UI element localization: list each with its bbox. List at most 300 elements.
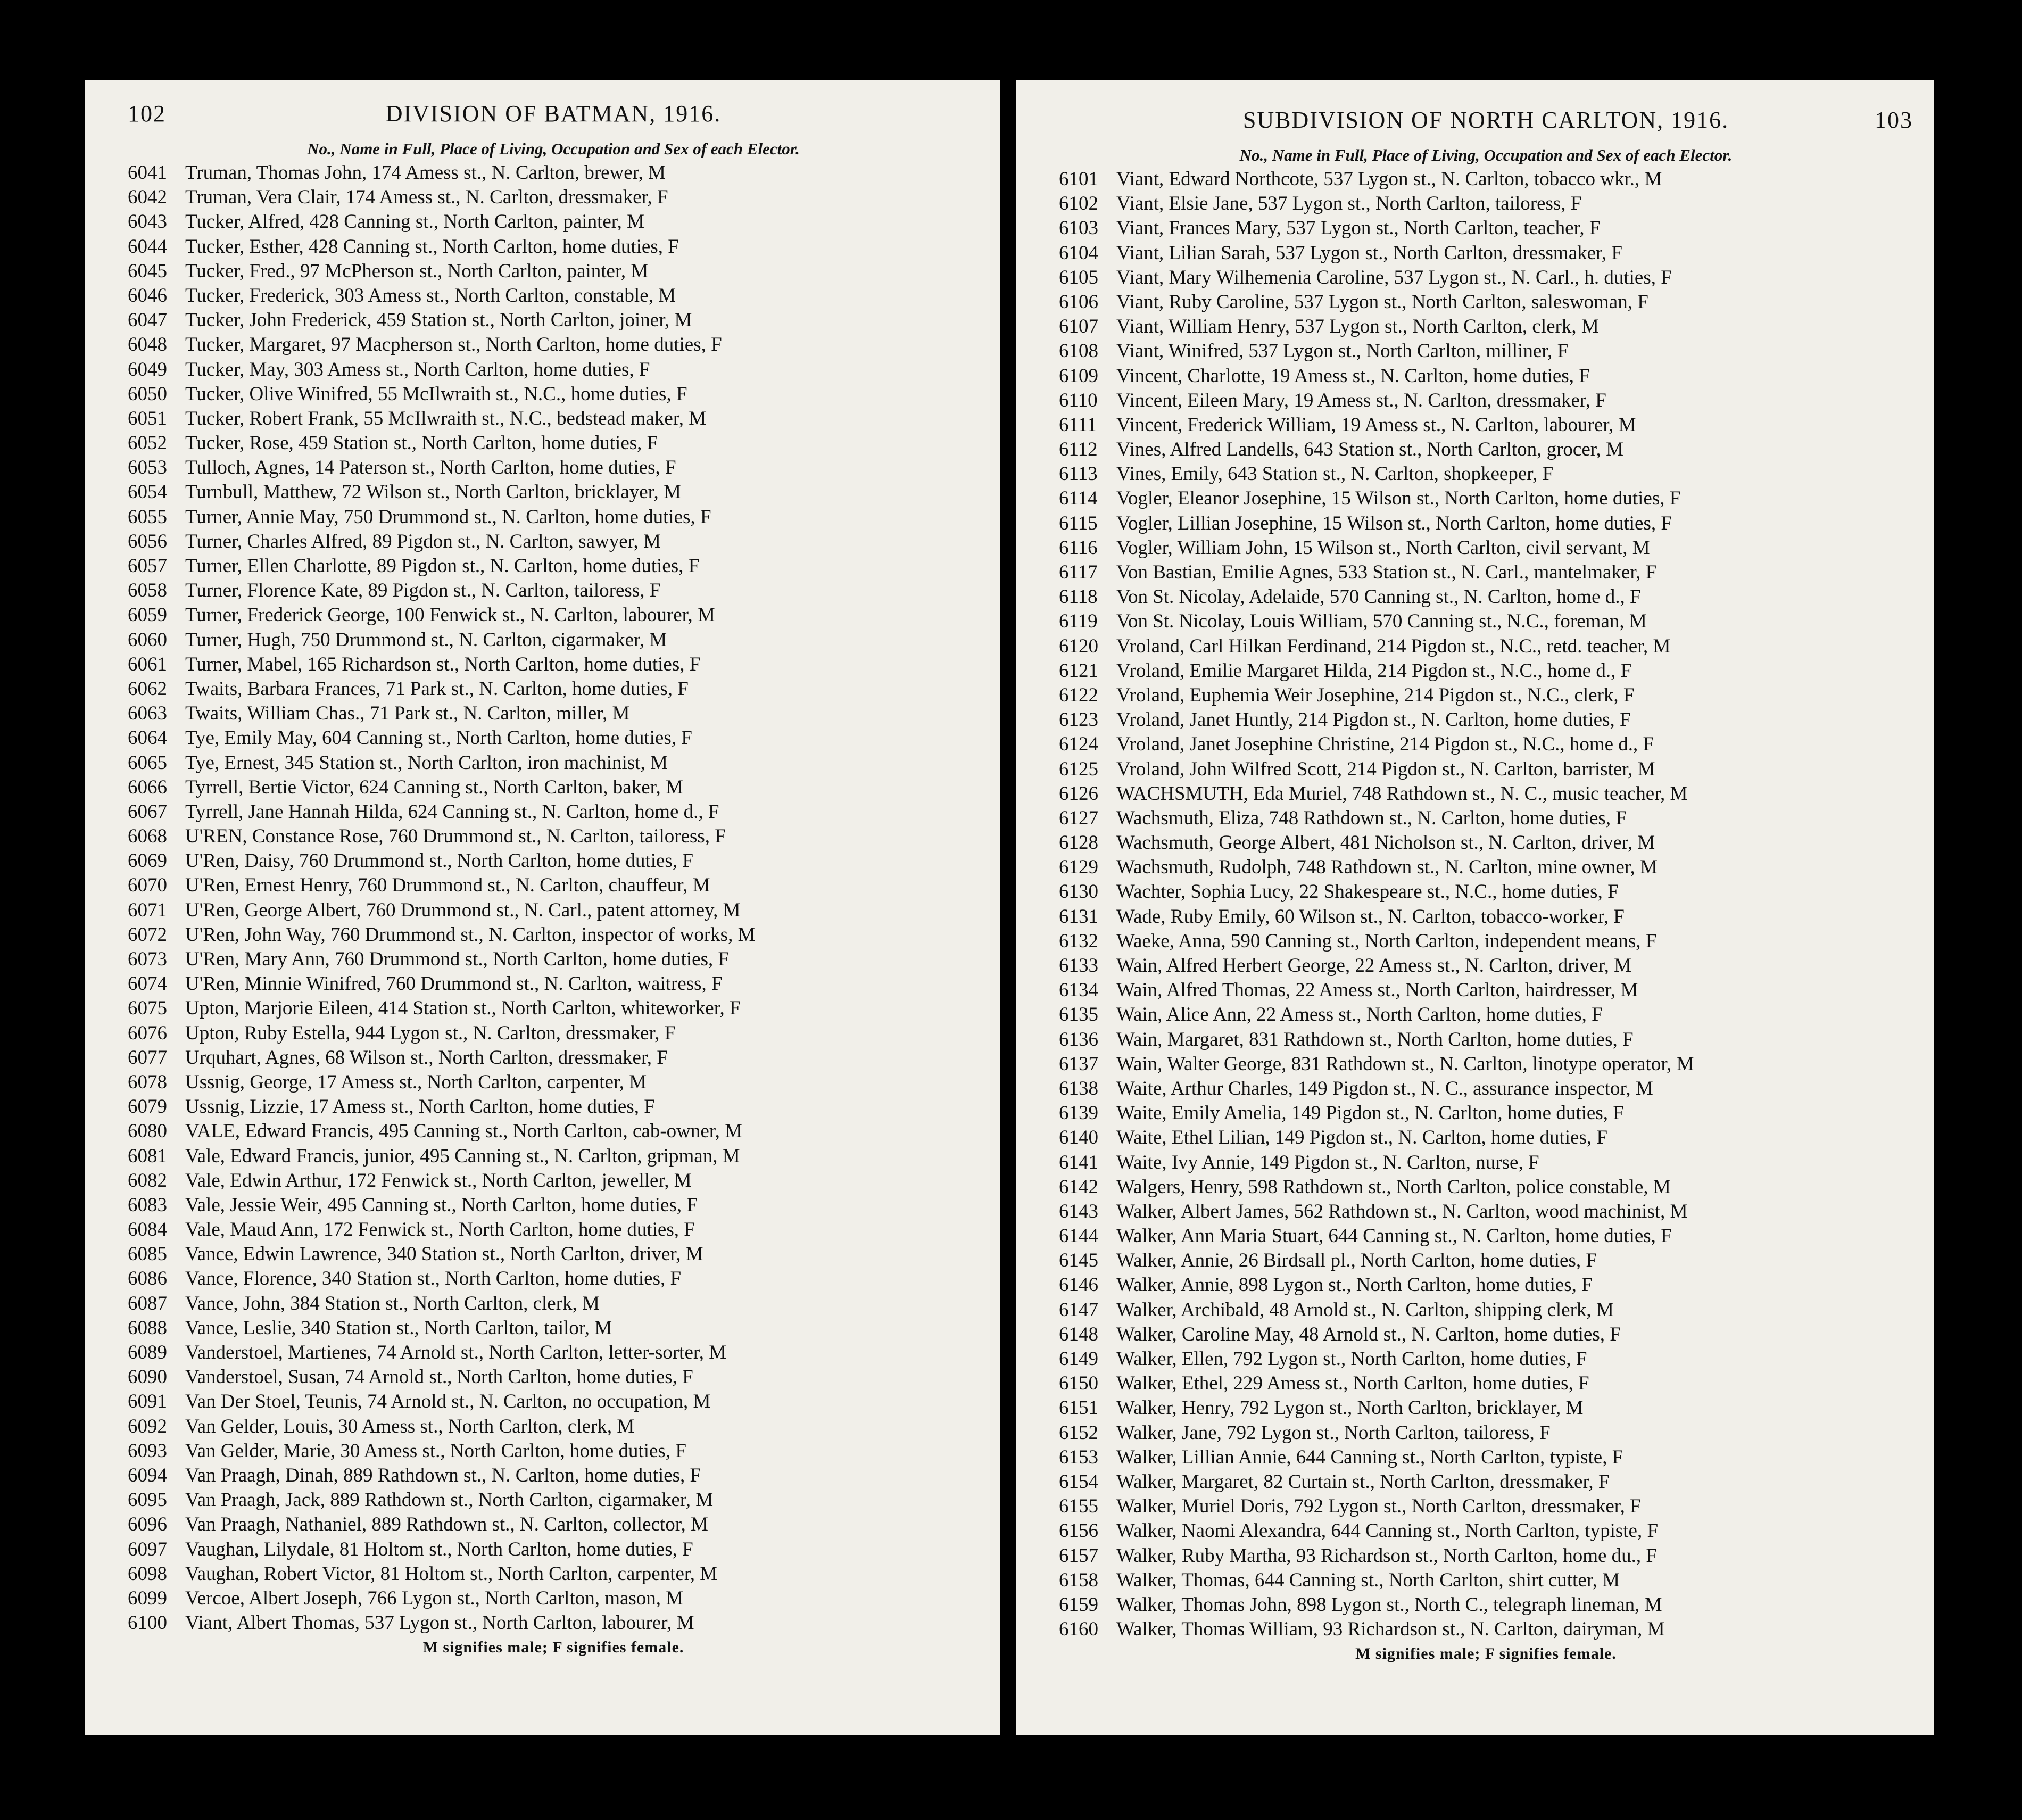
elector-number: 6089 [128, 1342, 167, 1363]
elector-number: 6055 [128, 506, 167, 528]
elector-number: 6160 [1059, 1618, 1098, 1641]
elector-entry [1059, 1175, 1913, 1199]
elector-number: 6067 [128, 800, 167, 823]
elector-entry [1059, 880, 1913, 904]
elector-details: Walker, Muriel Doris, 792 Lygon st., North Carlton, dressmaker, F [1116, 1495, 1641, 1518]
elector-details: Truman, Vera Clair, 174 Amess st., N. Carlton, dressmaker, F [185, 186, 668, 209]
elector-number: 6124 [1059, 733, 1098, 756]
elector-details: Turner, Annie May, 750 Drummond st., N. Carlton, home duties, F [185, 506, 711, 528]
elector-entry [128, 1512, 979, 1537]
elector-number: 6157 [1059, 1544, 1098, 1567]
elector-entry [1059, 511, 1913, 536]
elector-details: Waite, Arthur Charles, 149 Pigdon st., N. C., assurance inspector, M [1116, 1077, 1653, 1099]
elector-entry [1059, 241, 1913, 266]
elector-entry [1059, 1298, 1913, 1322]
elector-entry [1059, 1544, 1913, 1568]
elector-entry [1059, 1421, 1913, 1445]
elector-details: Walker, Thomas, 644 Canning st., North Carlton, shirt cutter, M [1116, 1569, 1620, 1591]
elector-number: 6156 [1059, 1520, 1098, 1542]
elector-entry [128, 873, 979, 898]
elector-entry [1059, 290, 1913, 315]
elector-number: 6060 [128, 628, 167, 651]
elector-number: 6108 [1059, 340, 1098, 362]
elector-details: Walker, Margaret, 82 Curtain st., North Carlton, dressmaker, F [1116, 1470, 1610, 1493]
elector-entry [128, 1119, 979, 1144]
elector-details: Walker, Archibald, 48 Arnold st., N. Carlton, shipping clerk, M [1116, 1298, 1614, 1321]
elector-details: U'Ren, Mary Ann, 760 Drummond st., North Carlton, home duties, F [185, 948, 730, 970]
page-number: 102 [128, 101, 166, 127]
elector-entry [1059, 486, 1913, 511]
elector-number: 6084 [128, 1219, 167, 1241]
elector-number: 6122 [1059, 684, 1098, 706]
elector-entry [1059, 855, 1913, 880]
elector-details: Vanderstoel, Martienes, 74 Arnold st., North Carlton, letter-sorter, M [185, 1342, 727, 1363]
elector-entry [1059, 560, 1913, 585]
elector-number: 6130 [1059, 881, 1098, 903]
elector-number: 6057 [128, 555, 167, 577]
elector-details: VALE, Edward Francis, 495 Canning st., North Carlton, cab-owner, M [185, 1120, 743, 1143]
elector-details: WACHSMUTH, Eda Muriel, 748 Rathdown st., N. C., music teacher, M [1116, 782, 1688, 805]
elector-details: U'Ren, John Way, 760 Drummond st., N. Carlton, inspector of works, M [185, 923, 756, 946]
elector-entry [1059, 609, 1913, 634]
elector-details: Walker, Ann Maria Stuart, 644 Canning st., N. Carlton, home duties, F [1116, 1225, 1672, 1247]
elector-details: Vanderstoel, Susan, 74 Arnold st., North Carlton, home duties, F [185, 1366, 693, 1388]
elector-details: Tucker, Rose, 459 Station st., North Carlton, home duties, F [185, 432, 658, 454]
elector-number: 6043 [128, 211, 167, 233]
elector-details: Wachter, Sophia Lucy, 22 Shakespeare st., N.C., home duties, F [1116, 881, 1619, 903]
elector-number: 6133 [1059, 955, 1098, 977]
elector-entry [1059, 634, 1913, 659]
elector-number: 6103 [1059, 217, 1098, 239]
elector-details: Walker, Lillian Annie, 644 Canning st., North Carlton, typiste, F [1116, 1446, 1623, 1468]
elector-details: Turner, Hugh, 750 Drummond st., N. Carlton, cigarmaker, M [185, 628, 667, 651]
elector-number: 6140 [1059, 1127, 1098, 1149]
elector-details: Viant, Frances Mary, 537 Lygon st., North Carlton, teacher, F [1116, 217, 1601, 239]
elector-details: Turner, Ellen Charlotte, 89 Pigdon st., N. Carlton, home duties, F [185, 555, 700, 577]
elector-number: 6098 [128, 1562, 167, 1585]
elector-entry [1059, 954, 1913, 978]
elector-entry [128, 701, 979, 726]
elector-details: Vance, Florence, 340 Station st., North Carlton, home duties, F [185, 1268, 682, 1290]
elector-details: Twaits, Barbara Frances, 71 Park st., N. Carlton, home duties, F [185, 677, 689, 700]
elector-entry [1059, 1126, 1913, 1150]
page-footer: M signifies male; F signifies female. [1355, 1645, 1617, 1663]
elector-entry [1059, 732, 1913, 757]
elector-entry [1059, 266, 1913, 290]
elector-details: U'Ren, Daisy, 760 Drummond st., North Carlton, home duties, F [185, 850, 693, 872]
elector-details: Turner, Mabel, 165 Richardson st., North Carlton, home duties, F [185, 653, 701, 675]
elector-entry [128, 382, 979, 407]
elector-entry [1059, 536, 1913, 560]
elector-number: 6069 [128, 850, 167, 872]
elector-entry [1059, 315, 1913, 339]
elector-details: Vogler, Eleanor Josephine, 15 Wilson st., North Carlton, home duties, F [1116, 487, 1681, 510]
elector-details: Vaughan, Robert Victor, 81 Holtom st., North Carlton, carpenter, M [185, 1562, 718, 1585]
elector-entry [1059, 585, 1913, 609]
elector-details: Walker, Naomi Alexandra, 644 Canning st., North Carlton, typiste, F [1116, 1520, 1659, 1542]
page-title: SUBDIVISION OF NORTH CARLTON, 1916. [1242, 107, 1729, 133]
elector-entry [1059, 1101, 1913, 1126]
elector-number: 6045 [128, 260, 167, 282]
elector-number: 6093 [128, 1440, 167, 1462]
elector-details: Walgers, Henry, 598 Rathdown st., North Carlton, police constable, M [1116, 1176, 1671, 1198]
elector-entry [128, 1267, 979, 1291]
elector-details: Walker, Annie, 898 Lygon st., North Carlton, home duties, F [1116, 1274, 1593, 1296]
elector-number: 6117 [1059, 561, 1098, 583]
elector-number: 6061 [128, 653, 167, 675]
elector-number: 6075 [128, 997, 167, 1020]
elector-number: 6125 [1059, 758, 1098, 780]
elector-details: Vale, Edward Francis, junior, 495 Canning st., N. Carlton, gripman, M [185, 1145, 740, 1167]
elector-details: Vance, John, 384 Station st., North Carlton, clerk, M [185, 1292, 600, 1314]
elector-entry [128, 407, 979, 431]
elector-number: 6128 [1059, 832, 1098, 854]
elector-entry [1059, 1052, 1913, 1077]
elector-entry [128, 1218, 979, 1242]
elector-details: Tulloch, Agnes, 14 Paterson st., North Carlton, home duties, F [185, 457, 676, 479]
elector-number: 6144 [1059, 1225, 1098, 1247]
elector-details: Wachsmuth, George Albert, 481 Nicholson st., N. Carlton, driver, M [1116, 832, 1655, 854]
elector-entry [128, 1316, 979, 1341]
elector-entry [1059, 757, 1913, 782]
elector-entry [128, 1070, 979, 1095]
elector-entry [1059, 364, 1913, 388]
elector-number: 6086 [128, 1268, 167, 1290]
elector-number: 6070 [128, 874, 167, 897]
elector-entry [1059, 339, 1913, 363]
elector-entry [128, 1292, 979, 1316]
elector-details: Vogler, Lillian Josephine, 15 Wilson st., North Carlton, home duties, F [1116, 512, 1672, 534]
elector-entry [128, 775, 979, 800]
elector-details: Viant, Winifred, 537 Lygon st., North Carlton, milliner, F [1116, 340, 1569, 362]
elector-entry [128, 1537, 979, 1562]
elector-details: Vroland, John Wilfred Scott, 214 Pigdon st., N. Carlton, barrister, M [1116, 758, 1655, 780]
elector-details: Van Praagh, Dinah, 889 Rathdown st., N. Carlton, home duties, F [185, 1464, 701, 1486]
elector-details: Vaughan, Lilydale, 81 Holtom st., North Carlton, home duties, F [185, 1538, 693, 1560]
elector-number: 6105 [1059, 266, 1098, 288]
elector-number: 6137 [1059, 1053, 1098, 1075]
elector-number: 6138 [1059, 1077, 1098, 1099]
elector-number: 6147 [1059, 1298, 1098, 1321]
elector-details: U'Ren, Ernest Henry, 760 Drummond st., N. Carlton, chauffeur, M [185, 874, 710, 897]
elector-entry [1059, 1077, 1913, 1101]
elector-entry [1059, 708, 1913, 732]
elector-details: Wain, Alfred Thomas, 22 Amess st., North Carlton, hairdresser, M [1116, 979, 1638, 1002]
elector-entry [128, 1341, 979, 1365]
elector-details: Vincent, Frederick William, 19 Amess st., N. Carlton, labourer, M [1116, 413, 1636, 436]
elector-entry [1059, 1494, 1913, 1519]
elector-number: 6066 [128, 776, 167, 798]
elector-number: 6151 [1059, 1397, 1098, 1419]
elector-details: Tucker, Esther, 428 Canning st., North Carlton, home duties, F [185, 235, 679, 258]
elector-number: 6074 [128, 973, 167, 995]
elector-entry [1059, 1273, 1913, 1297]
elector-entry [1059, 683, 1913, 708]
elector-details: Tucker, Alfred, 428 Canning st., North Carlton, painter, M [185, 211, 645, 233]
elector-details: Viant, Edward Northcote, 537 Lygon st., N. Carlton, tobacco wkr., M [1116, 168, 1662, 190]
elector-entry [1059, 659, 1913, 683]
elector-number: 6048 [128, 334, 167, 356]
elector-entry [1059, 1199, 1913, 1224]
elector-details: Van Praagh, Jack, 889 Rathdown st., North Carlton, cigarmaker, M [185, 1489, 714, 1511]
elector-entry [1059, 1568, 1913, 1593]
elector-details: Waite, Emily Amelia, 149 Pigdon st., N. Carlton, home duties, F [1116, 1102, 1624, 1124]
elector-entry [128, 652, 979, 677]
elector-details: Turner, Charles Alfred, 89 Pigdon st., N. Carlton, sawyer, M [185, 530, 661, 552]
elector-details: Turner, Frederick George, 100 Fenwick st., N. Carlton, labourer, M [185, 604, 715, 626]
elector-details: Upton, Marjorie Eileen, 414 Station st., North Carlton, whiteworker, F [185, 997, 741, 1020]
elector-details: Wachsmuth, Rudolph, 748 Rathdown st., N. Carlton, mine owner, M [1116, 856, 1658, 879]
elector-number: 6112 [1059, 439, 1098, 461]
elector-details: Walker, Ellen, 792 Lygon st., North Carlton, home duties, F [1116, 1348, 1587, 1370]
elector-details: Waeke, Anna, 590 Canning st., North Carlton, independent means, F [1116, 930, 1657, 952]
elector-number: 6118 [1059, 586, 1098, 608]
elector-details: Von St. Nicolay, Louis William, 570 Canning st., N.C., foreman, M [1116, 610, 1647, 633]
elector-details: Wade, Ruby Emily, 60 Wilson st., N. Carlton, tobacco-worker, F [1116, 905, 1625, 928]
elector-number: 6076 [128, 1022, 167, 1044]
elector-details: Wain, Margaret, 831 Rathdown st., North Carlton, home duties, F [1116, 1028, 1634, 1050]
elector-details: U'Ren, George Albert, 760 Drummond st., N. Carl., patent attorney, M [185, 899, 741, 921]
elector-entry [1059, 806, 1913, 831]
elector-number: 6145 [1059, 1250, 1098, 1272]
elector-details: Truman, Thomas John, 174 Amess st., N. Carlton, brewer, M [185, 162, 666, 184]
elector-number: 6135 [1059, 1004, 1098, 1026]
elector-entry [128, 1169, 979, 1193]
elector-details: Vines, Emily, 643 Station st., N. Carlton, shopkeeper, F [1116, 463, 1554, 485]
elector-entry [128, 480, 979, 504]
elector-entry [1059, 929, 1913, 954]
elector-number: 6154 [1059, 1470, 1098, 1493]
elector-details: Van Praagh, Nathaniel, 889 Rathdown st., N. Carlton, collector, M [185, 1513, 708, 1536]
elector-entry [128, 308, 979, 333]
elector-details: U'Ren, Minnie Winifred, 760 Drummond st., N. Carlton, waitress, F [185, 973, 723, 995]
elector-number: 6080 [128, 1120, 167, 1143]
elector-number: 6090 [128, 1366, 167, 1388]
elector-entry [128, 800, 979, 824]
elector-details: Twaits, William Chas., 71 Park st., N. Carlton, miller, M [185, 702, 630, 725]
elector-details: Vale, Maud Ann, 172 Fenwick st., North Carlton, home duties, F [185, 1219, 695, 1241]
elector-details: Viant, Mary Wilhemenia Caroline, 537 Lygon st., N. Carl., h. duties, F [1116, 266, 1672, 288]
elector-entry [128, 210, 979, 234]
elector-entry [1059, 1224, 1913, 1248]
elector-number: 6049 [128, 358, 167, 380]
elector-details: Waite, Ethel Lilian, 149 Pigdon st., N. Carlton, home duties, F [1116, 1127, 1607, 1149]
elector-details: Vogler, William John, 15 Wilson st., North Carlton, civil servant, M [1116, 536, 1650, 559]
elector-entry [128, 530, 979, 554]
elector-number: 6149 [1059, 1348, 1098, 1370]
elector-details: Vroland, Euphemia Weir Josephine, 214 Pigdon st., N.C., clerk, F [1116, 684, 1635, 706]
elector-number: 6077 [128, 1046, 167, 1069]
elector-number: 6159 [1059, 1593, 1098, 1616]
elector-number: 6107 [1059, 316, 1098, 338]
elector-number: 6114 [1059, 487, 1098, 510]
elector-details: Van Der Stoel, Teunis, 74 Arnold st., N. Carlton, no occupation, M [185, 1391, 711, 1413]
elector-entry [128, 431, 979, 456]
elector-number: 6111 [1059, 413, 1097, 436]
elector-entry [128, 1144, 979, 1169]
elector-list [1059, 167, 1913, 1642]
elector-entry [1059, 437, 1913, 462]
elector-number: 6116 [1059, 536, 1098, 559]
elector-number: 6062 [128, 677, 167, 700]
elector-number: 6082 [128, 1169, 167, 1192]
elector-number: 6096 [128, 1513, 167, 1536]
elector-details: Von Bastian, Emilie Agnes, 533 Station st., N. Carl., mantelmaker, F [1116, 561, 1657, 583]
elector-details: Walker, Ethel, 229 Amess st., North Carlton, home duties, F [1116, 1372, 1589, 1395]
elector-details: Tye, Emily May, 604 Canning st., North Carlton, home duties, F [185, 727, 692, 749]
elector-number: 6136 [1059, 1028, 1098, 1050]
elector-details: Walker, Henry, 792 Lygon st., North Carlton, bricklayer, M [1116, 1397, 1584, 1419]
elector-details: Tucker, John Frederick, 459 Station st., North Carlton, joiner, M [185, 309, 692, 332]
elector-entry [1059, 216, 1913, 241]
elector-number: 6059 [128, 604, 167, 626]
elector-entry [128, 603, 979, 627]
elector-number: 6099 [128, 1587, 167, 1609]
elector-details: Vercoe, Albert Joseph, 766 Lygon st., North Carlton, mason, M [185, 1587, 684, 1609]
elector-details: Van Gelder, Louis, 30 Amess st., North Carlton, clerk, M [185, 1415, 635, 1437]
elector-details: Vance, Leslie, 340 Station st., North Carlton, tailor, M [185, 1317, 612, 1339]
elector-number: 6104 [1059, 242, 1098, 264]
elector-entry [1059, 1470, 1913, 1494]
page-header [1059, 106, 1913, 144]
elector-number: 6053 [128, 457, 167, 479]
elector-number: 6153 [1059, 1446, 1098, 1468]
elector-details: Vroland, Janet Josephine Christine, 214 Pigdon st., N.C., home d., F [1116, 733, 1654, 756]
elector-entry [128, 235, 979, 259]
elector-number: 6142 [1059, 1176, 1098, 1198]
elector-number: 6132 [1059, 930, 1098, 952]
elector-details: Tucker, Margaret, 97 Macpherson st., North Carlton, home duties, F [185, 334, 722, 356]
elector-entry [128, 972, 979, 996]
elector-number: 6129 [1059, 856, 1098, 879]
elector-details: Vale, Edwin Arthur, 172 Fenwick st., North Carlton, jeweller, M [185, 1169, 692, 1192]
elector-entry [128, 259, 979, 284]
elector-entry [1059, 413, 1913, 437]
elector-number: 6158 [1059, 1569, 1098, 1591]
elector-details: Viant, Ruby Caroline, 537 Lygon st., North Carlton, saleswoman, F [1116, 291, 1648, 313]
elector-number: 6100 [128, 1612, 167, 1634]
elector-details: Walker, Jane, 792 Lygon st., North Carlton, tailoress, F [1116, 1421, 1551, 1444]
elector-entry [1059, 1617, 1913, 1642]
elector-entry [1059, 388, 1913, 413]
elector-number: 6042 [128, 186, 167, 209]
elector-number: 6079 [128, 1096, 167, 1118]
elector-details: Vincent, Eileen Mary, 19 Amess st., N. Carlton, dressmaker, F [1116, 389, 1606, 411]
elector-details: Tyrrell, Bertie Victor, 624 Canning st., North Carlton, baker, M [185, 776, 683, 798]
elector-entry [128, 1611, 979, 1635]
elector-entry [128, 505, 979, 530]
elector-number: 6150 [1059, 1372, 1098, 1395]
elector-entry [128, 1463, 979, 1488]
elector-details: Walker, Albert James, 562 Rathdown st., N. Carlton, wood machinist, M [1116, 1200, 1688, 1222]
elector-number: 6085 [128, 1243, 167, 1265]
elector-entry [1059, 167, 1913, 192]
elector-details: Van Gelder, Marie, 30 Amess st., North Carlton, home duties, F [185, 1440, 686, 1462]
elector-entry [128, 1586, 979, 1611]
elector-details: Wain, Walter George, 831 Rathdown st., N. Carlton, linotype operator, M [1116, 1053, 1694, 1075]
elector-details: Walker, Thomas John, 898 Lygon st., North C., telegraph lineman, M [1116, 1593, 1662, 1616]
elector-list [128, 161, 979, 1635]
elector-details: Tucker, Olive Winifred, 55 McIlwraith st., N.C., home duties, F [185, 383, 687, 405]
page-number: 103 [1875, 107, 1913, 133]
elector-number: 6109 [1059, 365, 1098, 387]
elector-number: 6083 [128, 1194, 167, 1216]
elector-entry [1059, 782, 1913, 806]
elector-number: 6078 [128, 1071, 167, 1093]
right-page [1016, 80, 1934, 1735]
elector-entry [1059, 1396, 1913, 1420]
elector-number: 6095 [128, 1489, 167, 1511]
elector-details: Tucker, Fred., 97 McPherson st., North Carlton, painter, M [185, 260, 649, 282]
elector-details: Upton, Ruby Estella, 944 Lygon st., N. Carlton, dressmaker, F [185, 1022, 676, 1044]
elector-entry [128, 333, 979, 357]
elector-number: 6054 [128, 481, 167, 503]
elector-details: Ussnig, George, 17 Amess st., North Carlton, carpenter, M [185, 1071, 647, 1093]
elector-number: 6146 [1059, 1274, 1098, 1296]
elector-entry [128, 1389, 979, 1414]
elector-details: Vroland, Emilie Margaret Hilda, 214 Pigdon st., N.C., home d., F [1116, 659, 1632, 682]
elector-details: Tucker, Robert Frank, 55 McIlwraith st., N.C., bedstead maker, M [185, 407, 707, 429]
elector-details: Vines, Alfred Landells, 643 Station st., North Carlton, grocer, M [1116, 439, 1624, 461]
elector-details: Turnbull, Matthew, 72 Wilson st., North Carlton, bricklayer, M [185, 481, 681, 503]
elector-number: 6073 [128, 948, 167, 970]
elector-entry [128, 1046, 979, 1070]
left-page [85, 80, 1000, 1735]
elector-number: 6092 [128, 1415, 167, 1437]
page-title: DIVISION OF BATMAN, 1916. [385, 101, 722, 127]
elector-entry [128, 554, 979, 578]
elector-details: Walker, Ruby Martha, 93 Richardson st., North Carlton, home du., F [1116, 1544, 1657, 1567]
elector-entry [128, 1488, 979, 1512]
elector-number: 6081 [128, 1145, 167, 1167]
elector-entry [128, 1414, 979, 1439]
elector-entry [128, 849, 979, 873]
elector-entry [128, 456, 979, 480]
elector-number: 6044 [128, 235, 167, 258]
elector-number: 6091 [128, 1391, 167, 1413]
elector-details: Wain, Alfred Herbert George, 22 Amess st., N. Carlton, driver, M [1116, 955, 1631, 977]
elector-details: Wachsmuth, Eliza, 748 Rathdown st., N. Carlton, home duties, F [1116, 807, 1627, 829]
elector-number: 6072 [128, 923, 167, 946]
elector-entry [128, 358, 979, 382]
elector-number: 6065 [128, 751, 167, 774]
elector-number: 6047 [128, 309, 167, 332]
elector-entry [1059, 831, 1913, 855]
elector-number: 6123 [1059, 709, 1098, 731]
elector-number: 6143 [1059, 1200, 1098, 1222]
elector-entry [128, 1365, 979, 1389]
elector-number: 6127 [1059, 807, 1098, 829]
elector-details: Vroland, Janet Huntly, 214 Pigdon st., N. Carlton, home duties, F [1116, 709, 1631, 731]
elector-entry [128, 1439, 979, 1463]
elector-details: Tucker, May, 303 Amess st., North Carlton, home duties, F [185, 358, 650, 380]
column-heading: No., Name in Full, Place of Living, Occupation and Sex of each Elector. [307, 139, 800, 158]
elector-entry [128, 161, 979, 185]
elector-details: Vance, Edwin Lawrence, 340 Station st., North Carlton, driver, M [185, 1243, 703, 1265]
elector-number: 6052 [128, 432, 167, 454]
elector-number: 6121 [1059, 659, 1098, 682]
elector-details: Tye, Ernest, 345 Station st., North Carlton, iron machinist, M [185, 751, 668, 774]
elector-details: Walker, Thomas William, 93 Richardson st., N. Carlton, dairyman, M [1116, 1618, 1665, 1641]
elector-entry [1059, 462, 1913, 486]
elector-number: 6087 [128, 1292, 167, 1314]
elector-details: Wain, Alice Ann, 22 Amess st., North Carlton, home duties, F [1116, 1004, 1603, 1026]
elector-entry [128, 923, 979, 947]
elector-entry [1059, 1347, 1913, 1371]
elector-entry [128, 996, 979, 1021]
elector-details: U'REN, Constance Rose, 760 Drummond st., N. Carlton, tailoress, F [185, 825, 726, 848]
elector-details: Waite, Ivy Annie, 149 Pigdon st., N. Carlton, nurse, F [1116, 1151, 1539, 1173]
